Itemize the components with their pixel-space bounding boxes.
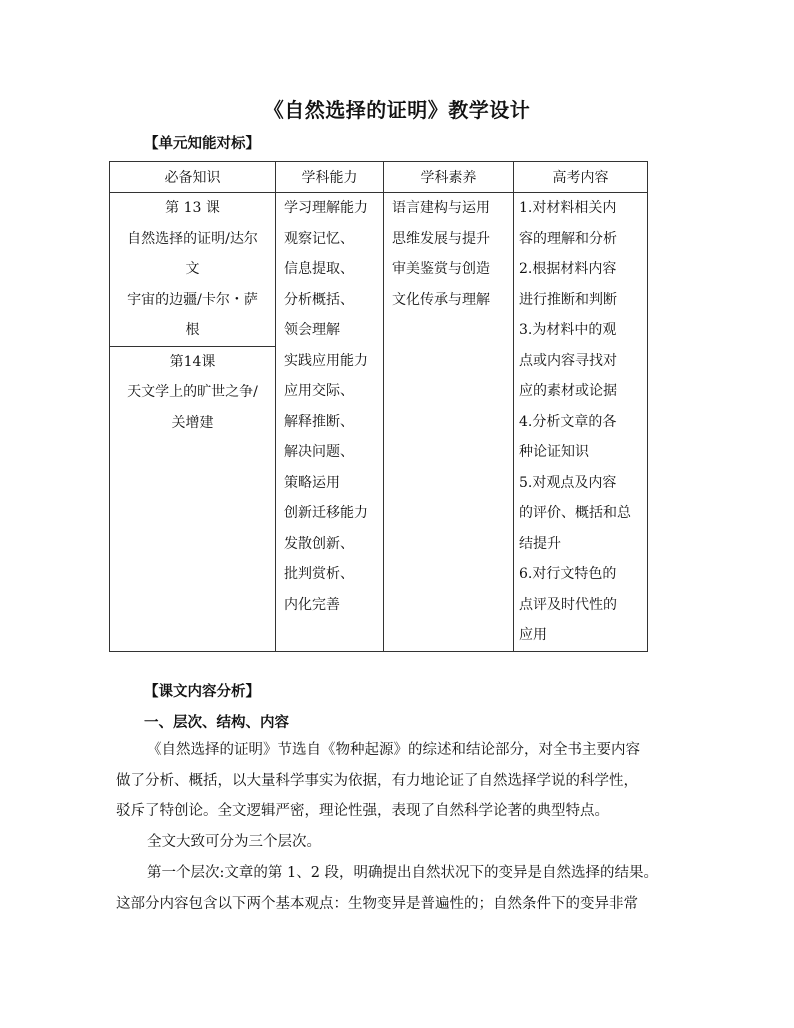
ability-item: 信息提取、 (284, 261, 354, 277)
exam-item: 进行推断和判断 (519, 291, 617, 308)
literacy-item: 思维发展与提升 (392, 230, 490, 247)
paragraph-line: 驳斥了特创论。全文逻辑严密，理论性强，表现了自然科学论著的典型特点。 (116, 803, 609, 819)
ability-item: 观察记忆、 (284, 230, 354, 247)
paragraph-levels (116, 827, 678, 858)
lesson-text: 根 (185, 322, 200, 338)
exam-item: 应用 (519, 627, 547, 643)
literacy-item: 文化传承与理解 (392, 291, 490, 308)
knowledge-lesson13-cell (110, 193, 276, 347)
exam-item: 5.对观点及内容 (519, 474, 617, 491)
paragraph-intro (116, 735, 678, 827)
exam-item: 3.为材料中的观 (519, 322, 617, 338)
lesson-text: 自然选择的证明/达尔 (127, 230, 258, 247)
ability-item: 学习理解能力 (284, 200, 368, 216)
exam-content-cell (514, 193, 648, 652)
ability-item: 发散创新、 (284, 535, 354, 552)
header-abilities: 学科能力 (276, 162, 384, 193)
ability-item: 分析概括、 (284, 291, 354, 308)
unit-section-heading: 【单元知能对标】 (144, 135, 260, 152)
ability-item: 批判赏析、 (284, 566, 354, 582)
literacy-item: 语言建构与运用 (392, 200, 490, 216)
lesson-text: 天文学上的旷世之争/ (127, 384, 258, 400)
exam-item: 点评及时代性的 (519, 596, 617, 613)
exam-item: 应的素材或论据 (519, 383, 617, 399)
ability-item: 策略运用 (284, 474, 340, 491)
paragraph-line: 《自然选择的证明》节选自《物种起源》的综述和结论部分，对全书主要内容 (147, 742, 640, 758)
header-exam-content: 高考内容 (514, 162, 648, 193)
header-literacy: 学科素养 (384, 162, 514, 193)
page-title: 《自然选择的证明》教学设计 (263, 98, 531, 122)
ability-item: 领会理解 (284, 322, 340, 338)
exam-item: 结提升 (519, 535, 561, 552)
paragraph-line: 做了分析、概括，以大量科学事实为依据，有力地论证了自然选择学说的科学性， (116, 772, 638, 789)
table-row (110, 193, 648, 347)
lesson-number: 第 13 课 (165, 200, 220, 216)
lesson-text: 关增建 (171, 414, 214, 431)
exam-item: 的评价、概括和总 (519, 505, 631, 521)
exam-item: 6.对行文特色的 (519, 566, 617, 582)
ability-item: 内化完善 (284, 596, 340, 613)
ability-item: 解决问题、 (284, 444, 354, 460)
exam-item: 种论证知识 (519, 444, 589, 460)
paragraph-line: 第一个层次:文章的第 1、2 段，明确提出自然状况下的变异是自然选择的结果。 (147, 865, 659, 881)
paragraph-line: 全文大致可分为三个层次。 (147, 834, 321, 850)
lesson-number: 第14课 (169, 353, 216, 370)
literacy-item: 审美鉴赏与创造 (392, 261, 490, 277)
exam-item: 4.分析文章的各 (519, 413, 617, 430)
ability-item: 解释推断、 (284, 413, 354, 430)
table-header-row (110, 162, 648, 193)
ability-item: 应用交际、 (284, 383, 354, 399)
exam-item: 容的理解和分析 (519, 230, 617, 247)
lesson-text: 文 (185, 261, 200, 277)
knowledge-lesson14-cell (110, 346, 276, 651)
exam-item: 1.对材料相关内 (519, 200, 617, 216)
abilities-cell (276, 193, 384, 652)
ability-item: 实践应用能力 (284, 352, 368, 369)
unit-table (109, 161, 648, 652)
analysis-section-heading: 【课文内容分析】 (144, 683, 260, 700)
header-knowledge: 必备知识 (110, 162, 276, 193)
paragraph-first-level (116, 858, 678, 919)
ability-item: 创新迁移能力 (284, 505, 368, 521)
paragraph-line: 这部分内容包含以下两个基本观点：生物变异是普遍性的；自然条件下的变异非常 (116, 895, 638, 912)
exam-item: 点或内容寻找对 (519, 352, 617, 369)
lesson-text: 宇宙的边疆/卡尔・萨 (127, 291, 258, 308)
analysis-subheading: 一、层次、结构、内容 (144, 714, 289, 731)
exam-item: 2.根据材料内容 (519, 261, 617, 277)
literacy-cell (384, 193, 514, 652)
